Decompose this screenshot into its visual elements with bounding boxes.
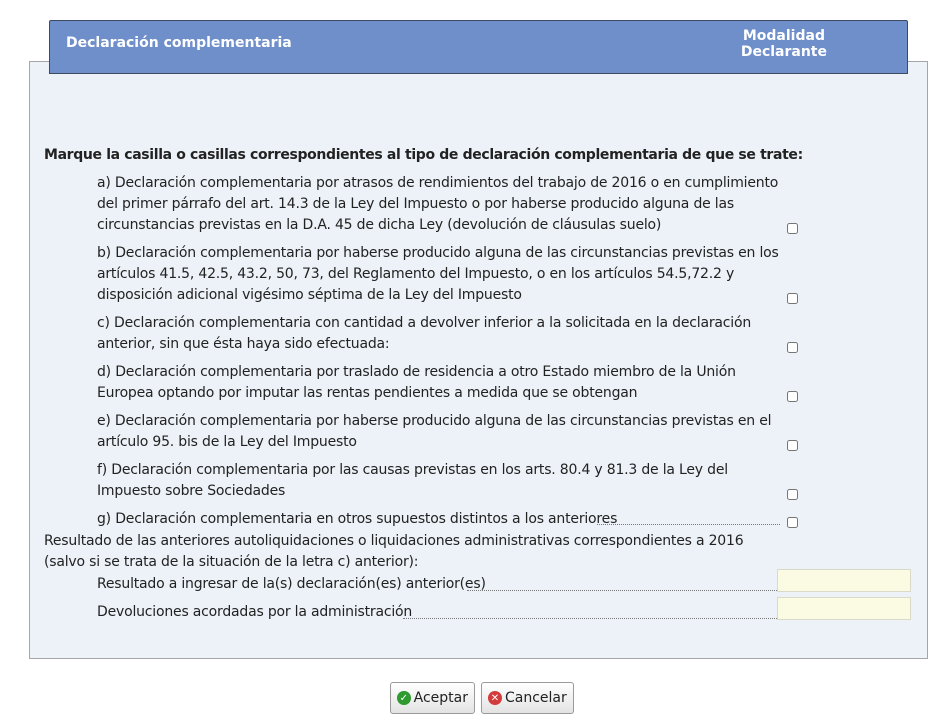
- option-e-text: e) Declaración complementaria por haberse producido alguna de las circunstancias previstas en el artículo 95. bis de la Ley del Impuesto: [97, 413, 772, 450]
- option-a-text: a) Declaración complementaria por atrasos de rendimientos del trabajo de 2016 o en cumplimiento del primer párrafo del art. 14.3 de la Ley del Impuesto o por haberse producido alguna de las circunstancias previstas en la D.A. 45 de dicha Ley (devolución de cláusulas suelo): [97, 175, 779, 233]
- option-f-text: f) Declaración complementaria por las causas previstas en los arts. 80.4 y 81.3 de la Ley del Impuesto sobre Sociedades: [97, 462, 728, 499]
- option-g-leader: [597, 523, 780, 525]
- header-title: Declaración complementaria: [66, 35, 292, 51]
- devoluciones-leader: [403, 617, 777, 619]
- option-d-checkbox[interactable]: [787, 391, 798, 402]
- results-intro: Resultado de las anteriores autoliquidaciones o liquidaciones administrativas correspondientes a 2016 (salvo si se trata de la situación de la letra c) anterior):: [44, 533, 744, 570]
- check-icon: ✓: [397, 691, 411, 705]
- option-g-checkbox[interactable]: [787, 517, 798, 528]
- option-c-checkbox[interactable]: [787, 342, 798, 353]
- option-f-checkbox[interactable]: [787, 489, 798, 500]
- devoluciones-label: Devoluciones acordadas por la administración: [97, 604, 413, 620]
- panel-header: [49, 20, 908, 74]
- accept-button[interactable]: [390, 682, 475, 714]
- ingresar-leader: [467, 589, 777, 591]
- cancel-label: Cancelar: [505, 690, 567, 706]
- modalidad-label: Modalidad: [742, 28, 825, 44]
- ingresar-label: Resultado a ingresar de la(s) declaración(es) anterior(es): [97, 576, 486, 592]
- cancel-button[interactable]: [481, 682, 574, 714]
- option-e-checkbox[interactable]: [787, 440, 798, 451]
- instruction-text: Marque la casilla o casillas correspondientes al tipo de declaración complementaria de que se trate:: [44, 147, 803, 163]
- option-a-checkbox[interactable]: [787, 223, 798, 234]
- option-c-text: c) Declaración complementaria con cantidad a devolver inferior a la solicitada en la declaración anterior, sin que ésta haya sido efectuada:: [97, 315, 751, 352]
- declarante-label: Declarante: [740, 44, 827, 60]
- option-g-text: g) Declaración complementaria en otros supuestos distintos a los anteriores: [97, 511, 618, 527]
- header-modalidad: [741, 28, 827, 60]
- devoluciones-input[interactable]: [777, 597, 911, 620]
- accept-label: Aceptar: [413, 690, 468, 706]
- option-b-checkbox[interactable]: [787, 293, 798, 304]
- option-d-text: d) Declaración complementaria por traslado de residencia a otro Estado miembro de la Unión Europea optando por imputar las rentas pendientes a medida que se obtengan: [97, 364, 736, 401]
- ingresar-input[interactable]: [777, 569, 911, 592]
- close-icon: ✕: [488, 691, 502, 705]
- option-b-text: b) Declaración complementaria por haberse producido alguna de las circunstancias previstas en los artículos 41.5, 42.5, 43.2, 50, 73, del Reglamento del Impuesto, o en los artículos 54.5,72.2 y disposición adicional vigésimo séptima de la Ley del Impuesto: [97, 245, 779, 303]
